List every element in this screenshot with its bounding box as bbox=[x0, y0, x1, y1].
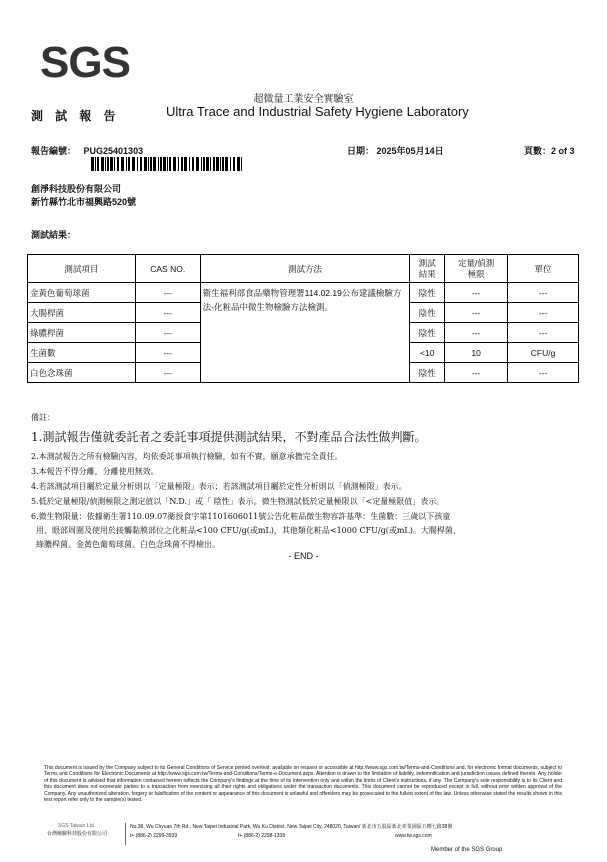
table-header-row bbox=[28, 255, 579, 283]
footer-tel: t+ (886-2) 2299-3939 bbox=[130, 833, 178, 839]
page-label: 頁數： bbox=[524, 146, 552, 156]
cell-unit: --- bbox=[508, 363, 579, 383]
report-number-value: PUG25401303 bbox=[83, 146, 144, 156]
cell-unit: --- bbox=[508, 323, 579, 343]
barcode-bar bbox=[126, 157, 127, 171]
barcode-bar bbox=[237, 157, 240, 171]
barcode-bar bbox=[110, 157, 113, 171]
footer-fax: f+ (886-2) 2298-1338 bbox=[238, 833, 286, 839]
barcode-bar bbox=[163, 157, 166, 171]
sgs-logo: SGS bbox=[40, 38, 130, 87]
cell-item: 大腸桿菌 bbox=[28, 303, 136, 323]
footer-divider bbox=[125, 823, 126, 845]
fine-print: This document is issued by the Company subject to its General Conditions of Service printed overleaf, available on request or accessible at http://www.sgs.com.tw/Terms-and-Conditions and, for electronic format documents, subject to Terms and Conditions for Electronic Documents at http://www.sgs.com.tw/Terms-and-Conditions/Terms-e-Document.aspx. Attention is drawn to the limitation of liability, indemnification and jurisdiction issues defined therein. Any holder of this document is advised that information contained hereon reflects the Company's findings at the time of its intervention only and within the limits of Client's instructions, if any. The Company's sole responsibility is to its Client and this document does not exonerate parties to a transaction from exercising all their rights and obligations under the transaction documents. This document cannot be reproduced except in full, without prior written approval of the Company. Any unauthorized alteration, forgery or falsification of the content or appearance of this document is unlawful and offenders may be prosecuted to the fullest extent of the law. Unless otherwise stated the results shown in this test report refer only to the sample(s) tested. bbox=[44, 765, 562, 804]
barcode-bar bbox=[101, 157, 104, 171]
header-result: 測試 結果 bbox=[410, 255, 445, 283]
cell-limit: 10 bbox=[445, 343, 508, 363]
barcode-bar bbox=[158, 157, 159, 171]
barcode-bar bbox=[117, 157, 119, 171]
barcode-bar bbox=[148, 157, 149, 171]
barcode-bar bbox=[95, 157, 96, 171]
lab-name-cn: 超微量工業安全實驗室 bbox=[253, 94, 354, 105]
barcode-bar bbox=[150, 157, 152, 171]
barcode-bar bbox=[132, 157, 135, 171]
note-6c: 綠膿桿菌、金黃色葡萄球菌、白色念珠菌不得檢出。 bbox=[36, 540, 220, 549]
date-label: 日期： bbox=[347, 146, 375, 156]
barcode-bar bbox=[241, 157, 242, 171]
cell-limit: --- bbox=[445, 323, 508, 343]
barcode-bar bbox=[121, 157, 124, 171]
barcode-bar bbox=[201, 157, 202, 171]
results-table bbox=[27, 254, 579, 383]
cell-unit: CFU/g bbox=[508, 343, 579, 363]
cell-unit: --- bbox=[508, 283, 579, 303]
cell-method: 衛生福利部食品藥物管理署114.02.19公布建議檢驗方法-化粧品中微生物檢驗方法檢測。 bbox=[200, 283, 410, 383]
lab-name-en: Ultra Trace and Industrial Safety Hygiene Laboratory bbox=[166, 104, 469, 119]
barcode-bar bbox=[153, 157, 156, 171]
page-value: 2 of 3 bbox=[551, 146, 575, 156]
barcode-bar bbox=[114, 157, 115, 171]
results-label: 測試結果： bbox=[31, 230, 77, 240]
barcode-bar bbox=[144, 157, 147, 171]
footer-member: Member of the SGS Group bbox=[431, 847, 503, 853]
cell-cas: --- bbox=[135, 303, 200, 323]
cell-limit: --- bbox=[445, 283, 508, 303]
cell-result: <10 bbox=[410, 343, 445, 363]
barcode-bar bbox=[189, 157, 190, 171]
cell-limit: --- bbox=[445, 363, 508, 383]
barcode-bar bbox=[213, 157, 215, 171]
cell-cas: --- bbox=[135, 343, 200, 363]
customer-address: 新竹縣竹北市福興路520號 bbox=[31, 197, 137, 207]
report-date bbox=[347, 144, 444, 157]
barcode-bar bbox=[137, 157, 138, 171]
barcode-bar bbox=[210, 157, 211, 171]
barcode-bar bbox=[220, 157, 221, 171]
barcode-bar bbox=[203, 157, 205, 171]
cell-limit: --- bbox=[445, 303, 508, 323]
barcode-bar bbox=[105, 157, 106, 171]
note-6b: 用、眼部周圍及使用於接觸黏膜部位之化粧品<100 CFU/g(或mL)，其他類化粧品<1000 CFU/g(或mL)。大腸桿菌、 bbox=[36, 526, 461, 535]
note-5: 5.低於定量極限/偵測極限之測定值以「N.D.」或「 陰性」表示。微生物測試低於定量極限以「<定量極限值」表示。 bbox=[31, 497, 445, 506]
barcode-bar bbox=[140, 157, 142, 171]
end-marker: - END - bbox=[288, 551, 319, 561]
barcode-bar bbox=[97, 157, 99, 171]
cell-result: 陰性 bbox=[410, 283, 445, 303]
footer-web: www.tw.sgs.com bbox=[395, 833, 432, 839]
barcode bbox=[91, 157, 245, 171]
barcode-bar bbox=[169, 157, 171, 171]
cell-cas: --- bbox=[135, 323, 200, 343]
barcode-bar bbox=[222, 157, 224, 171]
barcode-bar bbox=[178, 157, 179, 171]
note-3: 3.本報告不得分離，分離使用無效。 bbox=[31, 467, 159, 476]
cell-item: 綠膿桿菌 bbox=[28, 323, 136, 343]
barcode-bar bbox=[225, 157, 228, 171]
note-4: 4.若該測試項目屬於定量分析則以「定量極限」表示；若該測試項目屬於定性分析則以「偵測極限」表示。 bbox=[31, 482, 407, 491]
barcode-bar bbox=[160, 157, 162, 171]
barcode-bar bbox=[167, 157, 168, 171]
footer-company-en: SGS Taiwan Ltd. bbox=[58, 823, 96, 829]
report-number-label: 報告編號： bbox=[31, 146, 77, 156]
footer-company-cn: 台灣檢驗科技股份有限公司 bbox=[47, 831, 108, 837]
barcode-bar bbox=[206, 157, 209, 171]
note-6a: 6.微生物限量：依據衛生署110.09.07衛授食字第1101606011號公告化粧品微生物容許基準：生菌數：三歲以下孩童 bbox=[31, 512, 451, 521]
barcode-bar bbox=[181, 157, 183, 171]
header-limit: 定量/偵測 極限 bbox=[445, 255, 508, 283]
barcode-bar bbox=[91, 157, 94, 171]
barcode-bar bbox=[196, 157, 199, 171]
cell-result: 陰性 bbox=[410, 323, 445, 343]
barcode-bar bbox=[107, 157, 109, 171]
report-title-cn: 測 試 報 告 bbox=[31, 109, 120, 123]
note-1: 1.測試報告僅就委託者之委託事項提供測試結果，不對產品合法性做判斷。 bbox=[31, 430, 427, 444]
barcode-bar bbox=[230, 157, 231, 171]
report-number bbox=[31, 144, 143, 157]
header-unit: 單位 bbox=[508, 255, 579, 283]
notes-label: 備註： bbox=[31, 413, 55, 422]
cell-unit: --- bbox=[508, 303, 579, 323]
barcode-bar bbox=[184, 157, 187, 171]
customer-name: 創淨科技股份有限公司 bbox=[31, 184, 122, 194]
barcode-bar bbox=[216, 157, 219, 171]
header-test-method: 測試方法 bbox=[200, 255, 410, 283]
cell-item: 生菌數 bbox=[28, 343, 136, 363]
barcode-bar bbox=[233, 157, 235, 171]
page-count bbox=[524, 144, 575, 157]
header-cas-no: CAS NO. bbox=[135, 255, 200, 283]
cell-cas: --- bbox=[135, 363, 200, 383]
header-test-item: 測試項目 bbox=[28, 255, 136, 283]
cell-item: 金黃色葡萄球菌 bbox=[28, 283, 136, 303]
barcode-bar bbox=[128, 157, 130, 171]
table-row bbox=[28, 283, 579, 303]
footer-address: No.38, Wu Chyuan 7th Rd., New Taipei Industrial Park, Wu Ku District, New Taipei City, 248020, Taiwan/ 新北市五股區新北產業園區五權七路38號 bbox=[130, 824, 453, 830]
note-2: 2.本測試報告之所有檢驗內容，均依委託事項執行檢驗，如有不實，願意承擔完全責任。 bbox=[31, 452, 343, 461]
cell-result: 陰性 bbox=[410, 363, 445, 383]
cell-item: 白色念珠菌 bbox=[28, 363, 136, 383]
barcode-bar bbox=[192, 157, 194, 171]
date-value: 2025年05月14日 bbox=[376, 146, 444, 156]
cell-cas: --- bbox=[135, 283, 200, 303]
barcode-bar bbox=[173, 157, 176, 171]
cell-result: 陰性 bbox=[410, 303, 445, 323]
